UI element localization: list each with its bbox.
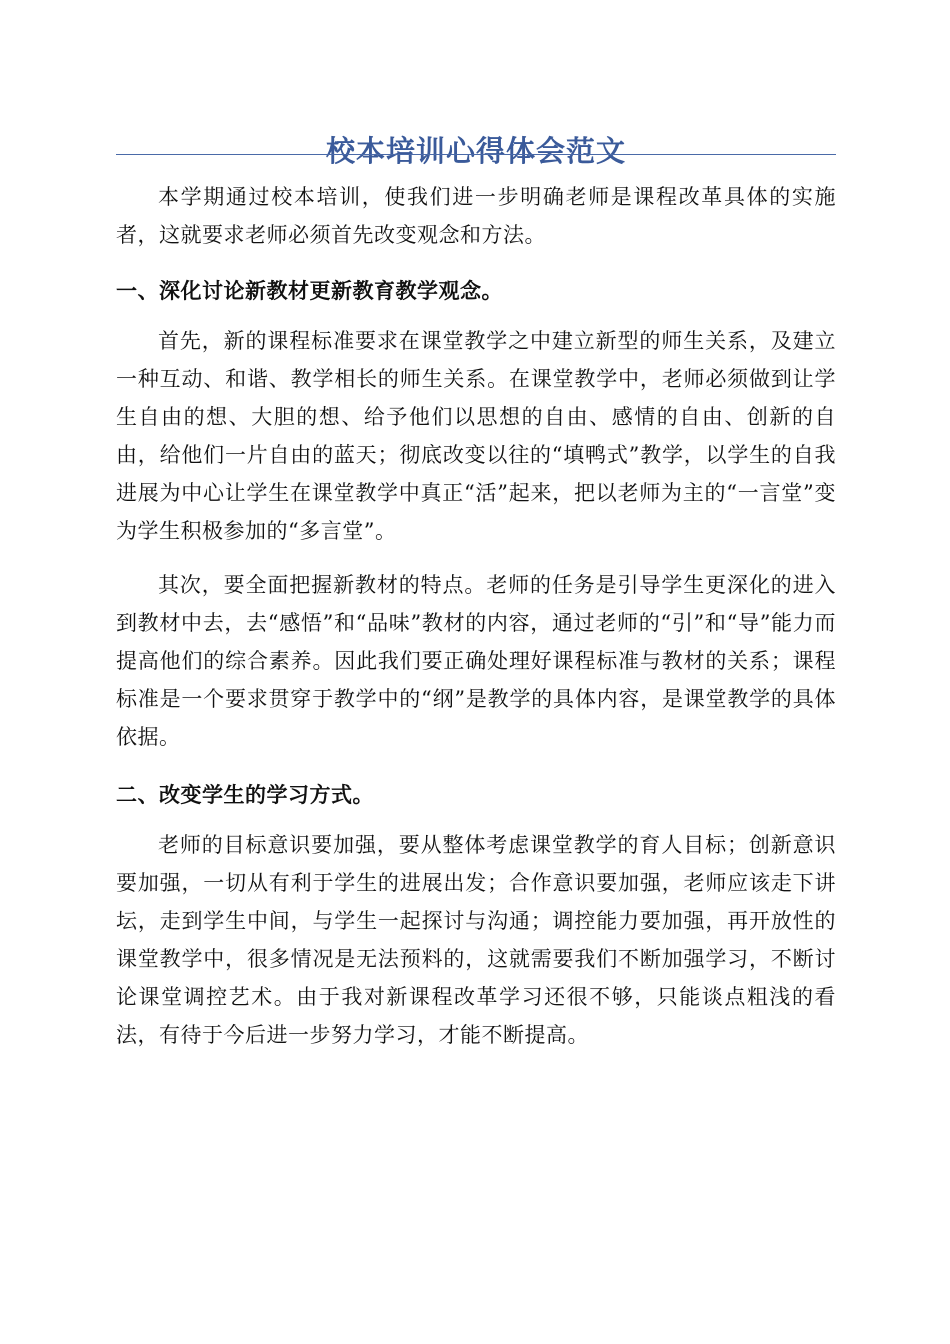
document-title: 校本培训心得体会范文 <box>325 134 626 169</box>
intro-paragraph: 本学期通过校本培训，使我们进一步明确老师是课程改革具体的实施者，这就要求老师必须首先改变观念和方法。 <box>116 185 836 247</box>
section1-heading: 一、深化讨论新教材更新教育教学观念。 <box>116 279 503 303</box>
title-underline <box>116 154 836 155</box>
section2-paragraph-1: 老师的目标意识要加强，要从整体考虑课堂教学的育人目标；创新意识要加强，一切从有利于学生的进展出发；合作意识要加强，老师应该走下讲坛，走到学生中间，与学生一起探讨与沟通；调控能力要加强，再开放性的课堂教学中，很多情况是无法预料的，这就需要我们不断加强学习，不断讨论课堂调控艺术。由于我对新课程改革学习还很不够，只能谈点粗浅的看法，有待于今后进一步努力学习，才能不断提高。 <box>116 833 836 1047</box>
section1-paragraph-2: 其次，要全面把握新教材的特点。老师的任务是引导学生更深化的进入到教材中去，去“感悟”和“品味”教材的内容，通过老师的“引”和“导”能力而提高他们的综合素养。因此我们要正确处理好课程标准与教材的关系；课程标准是一个要求贯穿于教学中的“纲”是教学的具体内容，是课堂教学的具体依据。 <box>116 573 836 749</box>
section1-paragraph-1: 首先，新的课程标准要求在课堂教学之中建立新型的师生关系，及建立一种互动、和谐、教学相长的师生关系。在课堂教学中，老师必须做到让学生自由的想、大胆的想、给予他们以思想的自由、感情的自由、创新的自由，给他们一片自由的蓝天；彻底改变以往的“填鸭式”教学，以学生的自我进展为中心让学生在课堂教学中真正“活”起来，把以老师为主的“一言堂”变为学生积极参加的“多言堂”。 <box>116 329 836 543</box>
section2-heading: 二、改变学生的学习方式。 <box>116 783 374 807</box>
